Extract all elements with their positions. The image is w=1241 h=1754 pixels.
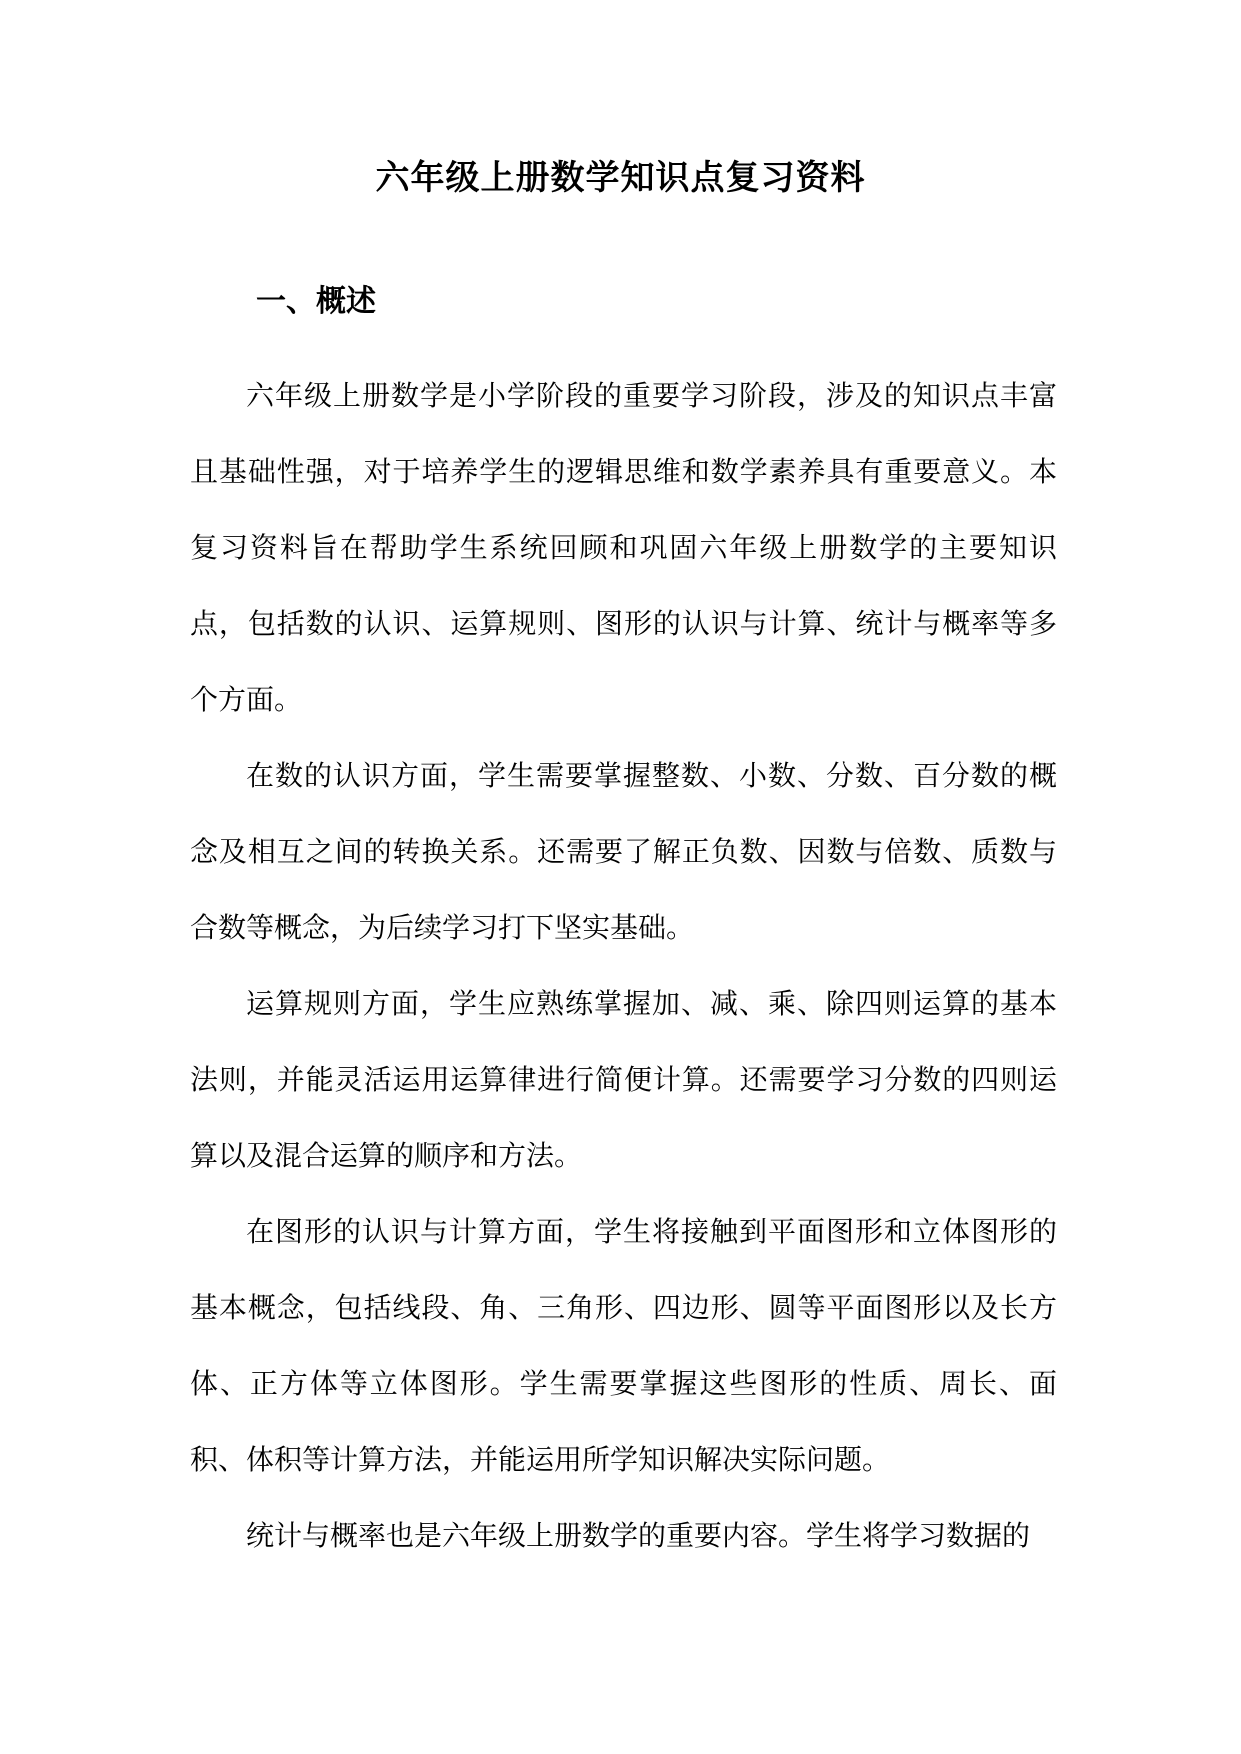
document-body	[190, 358, 1057, 1574]
paragraph: 六年级上册数学是小学阶段的重要学习阶段，涉及的知识点丰富且基础性强，对于培养学生的逻辑思维和数学素养具有重要意义。本复习资料旨在帮助学生系统回顾和巩固六年级上册数学的主要知识点，包括数的认识、运算规则、图形的认识与计算、统计与概率等多个方面。	[190, 379, 1057, 716]
paragraph: 运算规则方面，学生应熟练掌握加、减、乘、除四则运算的基本法则，并能灵活运用运算律进行简便计算。还需要学习分数的四则运算以及混合运算的顺序和方法。	[190, 987, 1057, 1172]
paragraph: 统计与概率也是六年级上册数学的重要内容。学生将学习数据的	[246, 1519, 1031, 1552]
paragraph: 在数的认识方面，学生需要掌握整数、小数、分数、百分数的概念及相互之间的转换关系。还需要了解正负数、因数与倍数、质数与合数等概念，为后续学习打下坚实基础。	[190, 759, 1057, 944]
paragraph: 在图形的认识与计算方面，学生将接触到平面图形和立体图形的基本概念，包括线段、角、三角形、四边形、圆等平面图形以及长方体、正方体等立体图形。学生需要掌握这些图形的性质、周长、面积、体积等计算方法，并能运用所学知识解决实际问题。	[190, 1215, 1057, 1476]
document-title: 六年级上册数学知识点复习资料	[375, 158, 866, 198]
section-heading-overview: 一、概述	[256, 284, 376, 319]
